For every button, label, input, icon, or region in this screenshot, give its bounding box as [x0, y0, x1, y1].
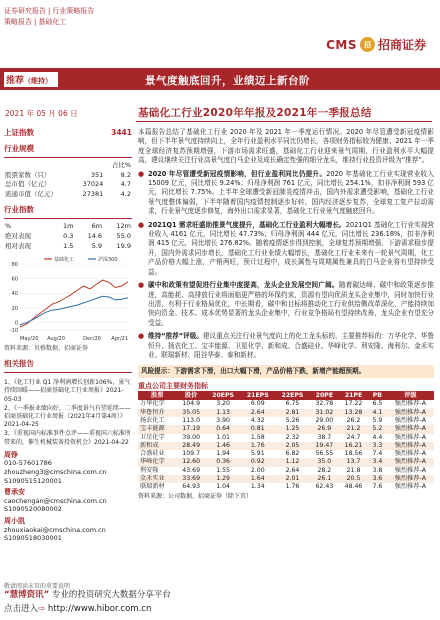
- industry-perf-heading: 行业指数: [4, 205, 34, 215]
- footer-link[interactable]: http://www.hibor.com.cn: [47, 604, 152, 614]
- analyst-email[interactable]: zhouxiaokai@cmschina.com.cn: [4, 525, 106, 534]
- key-point: [138, 170, 434, 217]
- bullet-icon: ●: [138, 220, 145, 229]
- table-row: 联瑞新材 64.93 1.04 1.34 1.76 62.43 48.46 7.6 强烈推荐-A: [140, 483, 426, 491]
- x-tick-label: May/20: [20, 336, 39, 343]
- series-line-1: [20, 280, 128, 327]
- table-row: [4, 161, 132, 171]
- headline: 景气度触底回升，业绩迈上新台阶: [145, 75, 310, 87]
- legend-label: 基础化工: [54, 257, 75, 264]
- analyst-name: 周铮: [4, 450, 18, 459]
- x-tick-label: Dec/20: [83, 336, 101, 343]
- broker-logo: [326, 36, 426, 53]
- logo-latin: CMS: [326, 37, 357, 52]
- key-point: [138, 221, 434, 277]
- table-row: 卫星化学 39.00 1.01 1.58 2.32 38.7 24.7 4.4 强烈推荐-A: [140, 433, 426, 441]
- analyst-cert: S1090515120001: [4, 476, 62, 485]
- table-row: % 1m 6m 12m: [5, 222, 131, 231]
- table-row: 总市值（亿元） 37024 4.7: [5, 180, 131, 189]
- x-tick-label: Apr/21: [111, 336, 128, 343]
- rating-sub: （维持）: [24, 77, 53, 85]
- logo-cn: 招商证券: [377, 38, 426, 52]
- key-point-body: 建议重点关注行业景气度向上的化工龙头标的，主要推荐标的：万华化学、华鲁恒升、扬农化工、宝丰能源、卫星化学、新和成、合盛硅业、华峰化学、利安隆、海利尔、金禾实业、联瑞新材、阳谷华泰、泰和新材。: [148, 332, 434, 359]
- industry-perf-table: [4, 222, 132, 251]
- key-point: [138, 281, 434, 328]
- x-tick-label: Aug/20: [47, 336, 65, 343]
- divider: [4, 218, 132, 219]
- table-row: 华峰化学 12.60 0.36 0.92 1.12 35.0 13.7 3.4 强烈推荐-A: [138, 458, 434, 466]
- table-row: 流通市值（亿元） 27381 4.2: [5, 189, 131, 198]
- breadcrumb-item-2: 行业策略报告: [52, 7, 95, 15]
- breadcrumb-item-1: 证券研究报告: [4, 7, 46, 15]
- analyst-cert: S1090518030001: [4, 534, 62, 543]
- footer-link-prefix: 点击进入: [4, 604, 39, 614]
- sidebar: [4, 128, 132, 543]
- analyst-email[interactable]: caochengan@cmschina.com.cn: [4, 496, 107, 505]
- related-report-link[interactable]: 3、《重视国内标准事件点评——重视国六标准所带来的，催生机械装备投资机会》2021-04-22: [4, 430, 131, 446]
- key-point: [138, 332, 434, 360]
- table-row: 利安隆 43.69 1.55 2.00 2.64 28.2 21.8 3.8 强烈推荐-A: [140, 466, 426, 474]
- industry-scale-table: [4, 161, 132, 199]
- related-report-link[interactable]: 1、《化工行业 Q1 净利润增长创新106%，景气持续回暖——招商基础化工行业周报》2021-05-03: [4, 379, 131, 403]
- index-row: [4, 128, 132, 138]
- analyst-email[interactable]: zhouzheng3@cmschina.com.cn: [4, 467, 107, 476]
- table-row: 股票家数（只） 351 8.2: [5, 170, 131, 179]
- report-date: 2021 年 05 月 06 日: [5, 109, 78, 118]
- related-reports: [4, 379, 132, 447]
- arrow-icon: ⇨: [38, 604, 46, 614]
- pct-header: 占比%: [111, 161, 131, 169]
- key-point-lead: 2021Q1 需求旺盛助推景气度提升，基础化工行业盈利大幅增长。: [148, 220, 346, 229]
- key-point-body: 2021Q1 基础化工行业实现营业收入 4161 亿元，同比增长 47.73%；归母净利润 444 亿元，同比增长 236.18%，扣非净利润 415 亿元，同比增长 276.82%。随着疫情逐步得到控制，全球复苏预期增强，下游需求稳步提升，国内外需求同步增长，基础化工行业业绩大幅增长，基础化工行业未来有一轮景气周期，化工产品价格大幅上涨，产销两旺，预计过程中，成长属性与周期属性兼具的白马企业将有望持续受益。: [148, 220, 435, 276]
- analyst-block: [4, 451, 132, 543]
- industry-scale-heading: 行业规模: [4, 144, 34, 153]
- table-title: 重点公司主要财务指标: [138, 382, 208, 391]
- footer-slogan: 专业的投资研究大数据分享平台: [51, 590, 171, 600]
- analyst-cert: S1090520080002: [4, 505, 62, 514]
- footer-brand: “慧博资讯”: [4, 590, 50, 600]
- y-tick-label: 40: [11, 291, 18, 298]
- index-chart-svg: [4, 254, 132, 344]
- analyst-phone: 010-57601786: [4, 459, 52, 468]
- breadcrumb-item-4: 基础化工: [38, 18, 67, 26]
- key-point-body: 随着碳达峰、碳中和政策逐步推进，高能耗、高排放行业将面临更严格的环保约束，资源有望向优质龙头企业集中，同时加快行业出清，有利于行业格局优化，中长期看，碳中和目标将推动化工行业供给侧改革深化，产能持续加快向资金、技术、成本优势显著的龙头企业集中，行业竞争格局有望持续改善，龙头企业有望充分受益。: [148, 281, 434, 327]
- logo-mark-icon: 招: [360, 37, 375, 52]
- footer-banner: [4, 589, 171, 601]
- related-report-link[interactable]: 2、《一季报业绩向好，二季度景气有望延续——招商基础化工行业周报（2021年4月第4周）》2021-04-25: [4, 404, 131, 429]
- table-row: 宝丰能源 17.19 0.64 0.81 1.25 26.9 21.2 5.2 强烈推荐-A: [138, 425, 434, 433]
- footer-link-row: [4, 603, 151, 615]
- y-tick-label: 60: [11, 276, 18, 283]
- table-header-row: 股票 股价 20EPS 21EPS 22EPS 20PE 21PE PB 评级: [138, 391, 434, 400]
- analyst-name: 周小凯: [4, 516, 25, 525]
- table-row: 万华化学 104.9 3.20 6.09 6.75 32.78 17.22 6.5 强烈推荐-A: [140, 400, 426, 408]
- rating-value: 推荐: [6, 76, 25, 86]
- report-category: 证券研究报告 | 行业策略报告 策略报告 | 基础化工: [4, 7, 95, 26]
- table-row: 华鲁恒升 35.05 1.13 2.64 2.81 31.02 13.28 4.1 强烈推荐-A: [138, 409, 434, 417]
- financial-table-body: [138, 400, 434, 491]
- divider: [4, 372, 132, 373]
- title-divider: [136, 121, 432, 122]
- breadcrumb-item-3: 策略报告: [4, 18, 32, 26]
- summary-paragraph: 本篇报告总结了基础化工行业 2020 年及 2021 年一季度运行情况。2020 年尽管遭受新冠疫情影响，但下半年景气度持续向上，全年行业盈利水平同比仍增长，各项财务指标较为健康；2021 年一季度全球经济复苏预期增强，下游市场需求旺盛，基础化工行业迎来景气周期，行业盈利水平大幅提高，建议继续关注行业高景气度白马企业及成长确定性强的细分龙头，维持行业投资评级为“推荐”。: [138, 128, 434, 165]
- table-row: 绝对表现 0.3 14.6 55.0: [5, 231, 131, 240]
- series-line-2: [20, 296, 128, 325]
- table-row: 新和成 28.49 1.46 1.76 2.05 19.47 16.21 3.3 强烈推荐-A: [138, 442, 434, 450]
- key-point-lead: 2020 年尽管遭受新冠疫情影响，但行业盈利同比仍提升。: [148, 169, 327, 178]
- y-tick-label: 20: [11, 305, 18, 312]
- disclaimer-note: 敬请阅读末页的重要说明: [4, 583, 71, 590]
- risk-warning: 风险提示：下游需求下滑，出口大幅下滑，产品价格下跌，新增产能超预期。: [138, 365, 434, 378]
- rating-badge: [4, 72, 58, 87]
- index-chart: [4, 254, 132, 344]
- key-point-lead: 碳中和政策有望促进行业集中度提高，龙头企业发展空间广阔。: [148, 281, 339, 290]
- main-content: [138, 128, 434, 501]
- key-point-lead: 维持“推荐”评级。: [148, 332, 203, 341]
- bullet-icon: ●: [138, 281, 145, 290]
- table-row: 相对表现 1.5 5.9 19.9: [5, 241, 131, 250]
- legend-label: 沪深300: [98, 257, 118, 264]
- y-tick-label: 80: [11, 261, 18, 268]
- y-tick-label: 0: [14, 320, 18, 327]
- table-source: 资料来源：公司数据、招商证券（除下页）: [138, 492, 253, 500]
- key-point-body: 2020 年基础化工行业实现营业收入 15009 亿元，同比增长 9.24%；归母净利润 761 亿元，同比增长 254.1%，扣非净利润 593 亿元，同比增长 7.75%。上半年全球遭受新冠肺炎疫情冲击，国内外需求遭受影响，基础化工行业景气度整体偏弱，下半年随着国内疫情控制逐步好转，国内经济逐步复苏，全球复工复产拉动需求，行业景气度逐步修复，海外出口需求显著，基础化工行业景气度触底回升。: [148, 169, 434, 216]
- divider: [4, 157, 132, 158]
- table-row: 金禾实业 33.69 1.29 1.64 2.01 26.1 20.5 3.6 强烈推荐-A: [138, 475, 434, 483]
- index-label: 上证指数: [4, 128, 34, 137]
- table-row: 扬农化工 113.0 3.90 4.32 5.26 29.00 26.2 5.9 强烈推荐-A: [140, 416, 426, 424]
- chart-source: 资料来源：贝格数据、招商证券: [4, 345, 89, 353]
- related-heading: 相关报告: [4, 359, 34, 369]
- table-row: 合盛硅业 109.7 1.94 5.91 6.82 56.55 18.56 7.4 强烈推荐-A: [140, 450, 426, 458]
- report-title: 基础化工行业2020年年报及2021年一季报总结: [138, 107, 372, 119]
- index-value: 3441: [111, 128, 132, 137]
- bullet-icon: ●: [138, 332, 145, 341]
- y-tick-label: -10: [9, 327, 18, 334]
- bullet-icon: ●: [138, 169, 145, 178]
- financial-table: [138, 391, 434, 491]
- analyst-name: 曹承安: [4, 488, 25, 497]
